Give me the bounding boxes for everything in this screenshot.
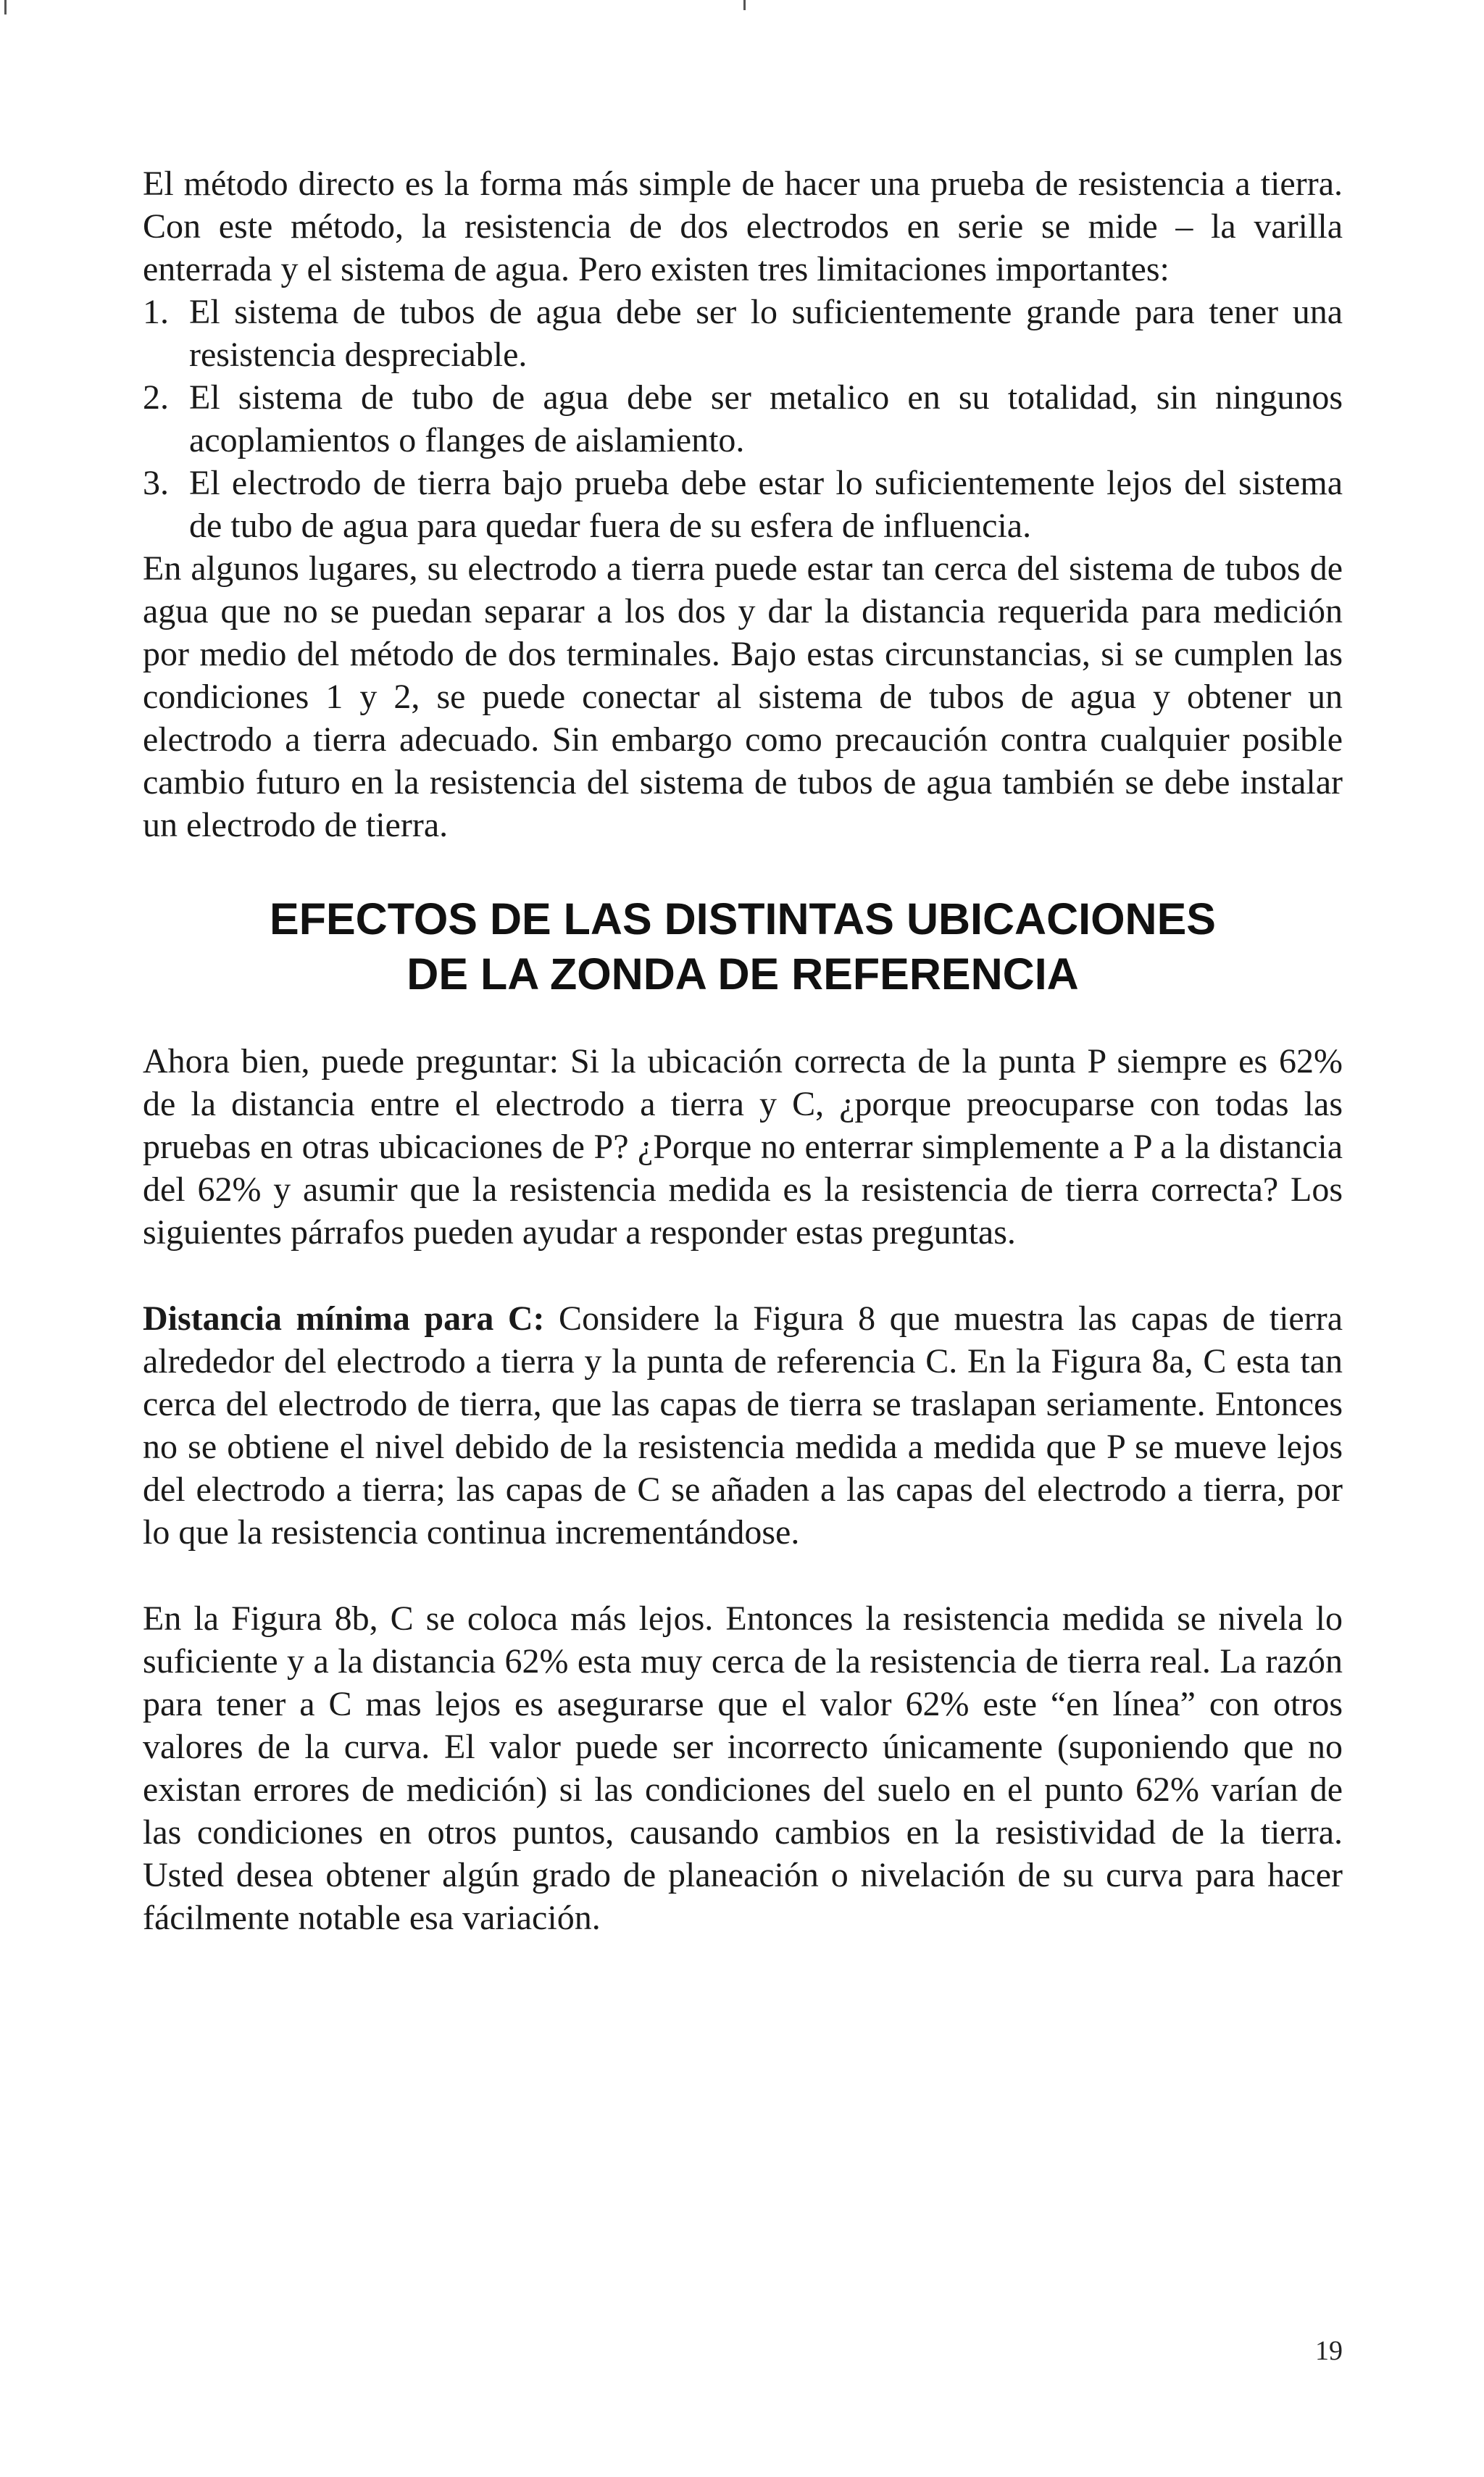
crop-mark-center [743, 0, 746, 10]
section-heading [143, 891, 1343, 1002]
run-in-heading: Distancia mínima para C: [143, 1299, 545, 1338]
list-item [143, 376, 1343, 462]
list-item-text: El sistema de tubos de agua debe ser lo suficientemente grande para tener una resistencia despreciable. [189, 293, 1343, 374]
paragraph-water-pipe: En algunos lugares, su electrodo a tierra puede estar tan cerca del sistema de tubos de agua que no se puedan separar a los dos y dar la distancia requerida para medición por medio del método de dos terminales. Bajo estas circunstancias, si se cumplen las condiciones 1 y 2, se puede conectar al sistema de tubos de agua y obtener un electrodo a tierra adecuado. Sin embargo como precaución contra cualquier posible cambio futuro en la resistencia del sistema de tubos de agua también se debe instalar un electrodo de tierra. [143, 549, 1343, 844]
section-heading-line-2: DE LA ZONDA DE REFERENCIA [407, 949, 1079, 999]
list-item-number: 2. [143, 378, 169, 417]
page-number: 19 [1315, 2336, 1343, 2366]
limitations-list [143, 291, 1343, 547]
section-heading-line-1: EFECTOS DE LAS DISTINTAS UBICACIONES [270, 894, 1216, 944]
list-item-text: El sistema de tubo de agua debe ser metalico en su totalidad, sin ningunos acoplamientos o flanges de aislamiento. [189, 378, 1343, 459]
paragraph-direct-method: El método directo es la forma más simple de hacer una prueba de resistencia a tierra. Con este método, la resistencia de dos electrodos en serie se mide – la varilla enterrada y el sistema de agua. Pero existen tres limitaciones importantes: [143, 165, 1343, 288]
paragraph-figure-8b: En la Figura 8b, C se coloca más lejos. Entonces la resistencia medida se nivela lo suficiente y a la distancia 62% esta muy cerca de la resistencia de tierra real. La razón para tener a C mas lejos es asegurarse que el valor 62% este “en línea” con otros valores de la curva. El valor puede ser incorrecto únicamente (suponiendo que no existan errores de medición) si las condiciones del suelo en el punto 62% varían de las condiciones en otros puntos, causando cambios en la resistividad de la tierra. Usted desea obtener algún grado de planeación o nivelación de su curva para hacer fácilmente notable esa variación. [143, 1599, 1343, 1937]
paragraph-question: Ahora bien, puede preguntar: Si la ubicación correcta de la punta P siempre es 62% de la distancia entre el electrodo a tierra y C, ¿porque preocuparse con todas las pruebas en otras ubicaciones de P? ¿Porque no enterrar simplemente a P a la distancia del 62% y asumir que la resistencia medida es la resistencia de tierra correcta? Los siguientes párrafos pueden ayudar a responder estas preguntas. [143, 1042, 1343, 1252]
list-item [143, 462, 1343, 547]
paragraph-minimum-distance [143, 1297, 1343, 1554]
page-body [143, 162, 1343, 1939]
list-item-text: El electrodo de tierra bajo prueba debe estar lo suficientemente lejos del sistema de tubo de agua para quedar fuera de su esfera de influencia. [189, 464, 1343, 545]
list-item-number: 3. [143, 464, 169, 502]
paragraph-minimum-distance-text: Considere la Figura 8 que muestra las capas de tierra alrededor del electrodo a tierra y la punta de referencia C. En la Figura 8a, C esta tan cerca del electrodo de tierra, que las capas de tierra se traslapan seriamente. Entonces no se obtiene el nivel debido de la resistencia medida a medida que P se mueve lejos del electrodo a tierra; las capas de C se añaden a las capas del electrodo a tierra, por lo que la resistencia continua incrementándose. [143, 1299, 1343, 1552]
crop-mark-left [4, 0, 7, 14]
list-item-number: 1. [143, 293, 169, 331]
list-item [143, 291, 1343, 376]
